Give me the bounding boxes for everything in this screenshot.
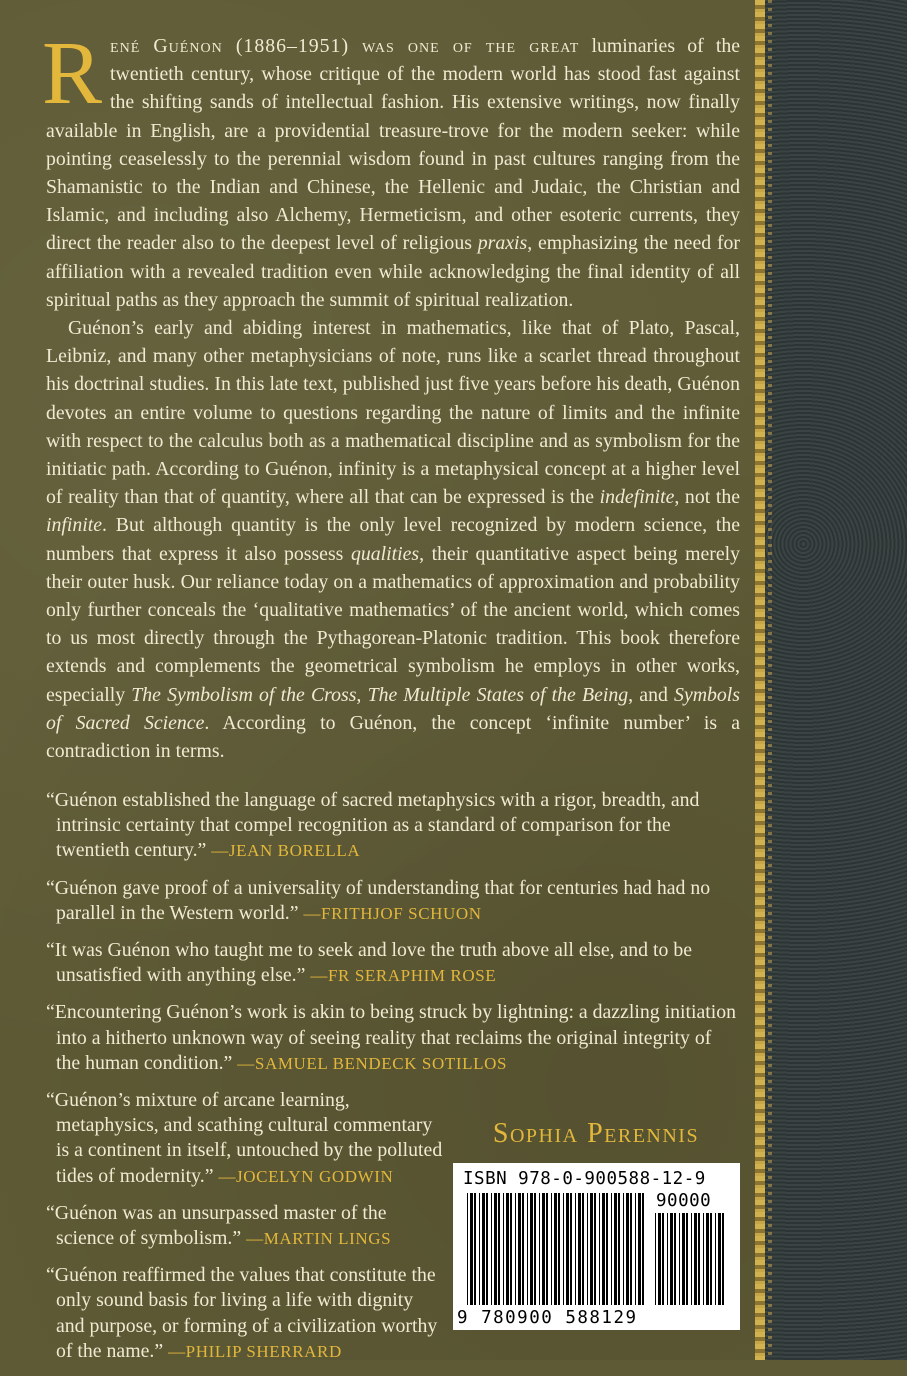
barcode-bar [570, 1193, 572, 1305]
barcode-bar [546, 1193, 548, 1305]
paragraph-mathematics [46, 314, 740, 765]
publisher-logo: Sophia Perennis [492, 1118, 700, 1149]
barcode-bar [527, 1193, 528, 1305]
p2-e: , [356, 683, 368, 706]
barcode-bar [670, 1213, 673, 1305]
barcode-bar [510, 1193, 512, 1305]
gold-trim [755, 0, 765, 1360]
barcode-bar [715, 1213, 716, 1305]
barcode-bar [479, 1193, 480, 1305]
barcode-bar [467, 1193, 468, 1305]
ean-bars [467, 1193, 645, 1305]
addon-bars [655, 1213, 729, 1305]
barcode-bar [722, 1213, 724, 1305]
quote-sherrard [46, 1263, 444, 1364]
barcode-bar [482, 1193, 485, 1305]
barcode-bar [594, 1193, 596, 1305]
italic-infinite: infinite [46, 514, 103, 537]
barcode-bar [703, 1213, 704, 1305]
barcode-bar [486, 1193, 488, 1305]
barcode-bar [503, 1193, 504, 1305]
barcode-bar [623, 1193, 624, 1305]
quote-author: —PHILIP SHERRARD [168, 1341, 342, 1361]
quote-rose [46, 938, 740, 988]
title-multiple-states: The Multiple States of the Being [367, 683, 629, 706]
barcode-bar [494, 1193, 497, 1305]
quote-text: “Guénon gave proof of a universality of understanding that for centuries had had no parallel in the Western world.” [46, 876, 711, 924]
barcode-bar [518, 1193, 521, 1305]
barcode-bar [575, 1193, 576, 1305]
p2-c: . But although quantity is the only level recognized by modern science, the numbers that express it also possess [46, 514, 740, 565]
p2-a: Guénon’s early and abiding interest in mathematics, like that of Plato, Pascal, Leibniz, and many other metaphysicians of note, runs like a scarlet thread throughout his doctrinal studies. In this late text, published just five years before his death, Guénon devotes an entire volume to questions regarding the nature of limits and the infinite with respect to the calculus both as a mathematical discipline and as symbolism for the initiatic path. According to Guénon, infinity is a metaphysical concept at a higher level of reality than that of quantity, where all that can be expressed is the [46, 317, 740, 509]
barcode-bar [506, 1193, 509, 1305]
barcode-bar [611, 1193, 612, 1305]
barcode-digits: 9 780900 588129 [457, 1308, 638, 1328]
quote-author: —SAMUEL BENDECK SOTILLOS [237, 1053, 508, 1073]
quote-author: —MARTIN LINGS [246, 1229, 392, 1249]
barcode-bar [578, 1193, 581, 1305]
quote-author: —JEAN BORELLA [211, 841, 361, 861]
paragraph-intro-text: luminaries of the twentieth century, whose critique of the modern world has stood fast against the shifting sands of intellectual fashion. His extensive writings, now finally available in English, are a providential treasure-trove for the modern seeker: while pointing ceaselessly to the perennial wisdom found in past cultures ranging from the Shamanistic to the Indian and Chinese, the Hellenic and Judaic, the Christian and Islamic, and including also Alchemy, Hermeticism, and other esoteric currents, they direct the reader also to the deepest level of religious [46, 35, 740, 255]
quote-text: “Guénon reaffirmed the values that constitute the only sound basis for living a life with dignity and purpose, or forming of a civilization worthy of the name.” [46, 1264, 438, 1362]
barcode-bar [614, 1193, 617, 1305]
p2-g: . According to Guénon, the concept ‘infinite number’ is a contradiction in terms. [46, 711, 740, 763]
barcode-bar [602, 1193, 605, 1305]
barcode-bar [635, 1193, 636, 1305]
lead-caps: ené Guénon (1886–1951) was one of the great [110, 35, 580, 57]
barcode-bar [618, 1193, 620, 1305]
leather-spine [759, 0, 907, 1360]
barcode-bar [474, 1193, 476, 1305]
barcode-bar [534, 1193, 536, 1305]
barcode-bar [491, 1193, 492, 1305]
isbn-text: ISBN 978-0-900588-12-9 [463, 1169, 706, 1189]
barcode-bar [542, 1193, 545, 1305]
barcode-bar [679, 1213, 680, 1305]
barcode-bar [630, 1193, 632, 1305]
quote-author: —JOCELYN GODWIN [218, 1166, 394, 1186]
p2-b: , not the [674, 486, 740, 509]
barcode-bar [599, 1193, 600, 1305]
barcode-bar [587, 1193, 588, 1305]
quote-author: —FRITHJOF SCHUON [303, 903, 482, 923]
barcode-bar [551, 1193, 552, 1305]
quote-borella [46, 788, 740, 864]
barcode-bar [563, 1193, 564, 1305]
spine-stitching [768, 0, 772, 1360]
barcode-bar [638, 1193, 641, 1305]
quote-text: “Guénon’s mixture of arcane learning, metaphysics, and scathing cultural commentary is a continent in itself, untouched by the polluted tides of modernity.” [46, 1089, 443, 1187]
quote-text: “Guénon established the language of sacred metaphysics with a rigor, breadth, and intrinsic certainty that compel recognition as a standard of comparison for the twentieth century.” [46, 789, 700, 862]
barcode-bar [498, 1193, 500, 1305]
italic-qualities: qualities [350, 542, 420, 565]
barcode-bar [691, 1213, 692, 1305]
barcode-bar [606, 1193, 608, 1305]
barcode-bar [667, 1213, 668, 1305]
barcode-bar [558, 1193, 560, 1305]
drop-cap: R [42, 24, 103, 123]
quote-schuon [46, 876, 740, 926]
barcode-bar [674, 1213, 676, 1305]
title-symbols-sacred-science: Symbols of Sacred Science [46, 683, 740, 734]
barcode-bar [698, 1213, 700, 1305]
italic-praxis: praxis [477, 232, 528, 255]
quote-sotillos [46, 1000, 740, 1076]
barcode-bar [539, 1193, 540, 1305]
barcode-bar [582, 1193, 584, 1305]
barcode-bar [590, 1193, 593, 1305]
title-symbolism-cross: The Symbolism of the Cross [131, 683, 357, 706]
description [42, 24, 741, 765]
paragraph-intro [42, 24, 741, 314]
quote-lings [46, 1201, 444, 1251]
price-addon-text: 90000 [656, 1191, 712, 1211]
quote-godwin [46, 1088, 444, 1189]
barcode-bar [642, 1193, 644, 1305]
barcode-bar [554, 1193, 557, 1305]
barcode-bar [655, 1213, 656, 1305]
paragraph-intro-end: , emphasizing the need for affiliation with a revealed tradition even while acknowledging the final identity of all spiritual paths as they approach the summit of spiritual realization. [46, 232, 741, 311]
barcode-bar [530, 1193, 533, 1305]
barcode-bar [706, 1213, 709, 1305]
barcode-bar [515, 1193, 516, 1305]
quote-text: “It was Guénon who taught me to seek and love the truth above all else, and to be unsatisfied with anything else.” [46, 939, 693, 987]
quote-text: “Encountering Guénon’s work is akin to being struck by lightning: a dazzling initiation into a hitherto unknown way of seeing reality that reclaims the original integrity of the human condition.” [46, 1001, 737, 1074]
italic-indefinite: indefinite [599, 486, 675, 509]
quote-text: “Guénon was an unsurpassed master of the science of symbolism.” [46, 1201, 387, 1250]
barcode-bar [626, 1193, 629, 1305]
barcode-bar [662, 1213, 664, 1305]
barcode-bar [710, 1213, 712, 1305]
isbn-barcode [453, 1163, 740, 1330]
barcode-bar [470, 1193, 473, 1305]
p2-d: , their quantitative aspect being merely their outer husk. Our reliance today on a mathematics of approximation and probability only further conceals the ‘qualitative mathematics’ of the ancient world, which comes to us most directly through the Pythagorean-Platonic tradition. This book therefore extends and complements the geometrical symbolism he employs in other works, especially [46, 542, 740, 706]
barcode-bar [522, 1193, 524, 1305]
p2-f: , and [628, 683, 675, 706]
barcode-bar [566, 1193, 569, 1305]
barcode-bar [682, 1213, 685, 1305]
barcode-bar [658, 1213, 661, 1305]
quote-author: —FR SERAPHIM ROSE [310, 966, 497, 986]
barcode-bar [686, 1213, 688, 1305]
barcode-bar [694, 1213, 697, 1305]
barcode-bar [718, 1213, 721, 1305]
